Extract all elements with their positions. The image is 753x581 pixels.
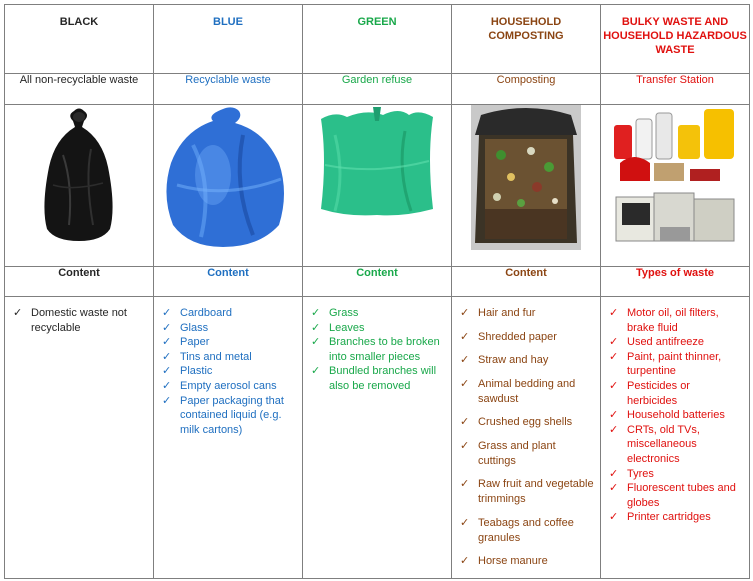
subtitle-black: All non-recyclable waste <box>5 74 154 105</box>
list-item <box>460 306 594 321</box>
list-item <box>162 364 296 379</box>
list-item <box>460 439 594 469</box>
header-composting <box>452 5 601 74</box>
green-item-list <box>303 297 451 394</box>
list-item <box>311 364 445 393</box>
list-item-text: Horse manure <box>478 555 548 567</box>
list-item-text: Tyres <box>627 467 654 480</box>
checkmark-icon: ✓ <box>162 336 172 349</box>
list-item-text: Grass and plant cuttings <box>478 439 556 467</box>
checkmark-icon: ✓ <box>460 555 470 567</box>
list-item-text: Pesticides or herbicides <box>627 379 690 407</box>
list-item-text: Animal bedding and sawdust <box>478 377 576 405</box>
image-row <box>5 105 750 267</box>
list-item-text: Branches to be broken into smaller pieces <box>329 336 440 363</box>
list-item-text: CRTs, old TVs, miscellaneous electronics <box>627 423 700 465</box>
checkmark-icon: ✓ <box>609 379 619 392</box>
black-item-list <box>5 297 153 335</box>
list-item <box>460 516 594 546</box>
checkmark-icon: ✓ <box>311 321 321 334</box>
items-black <box>5 297 154 579</box>
list-item <box>460 330 594 345</box>
checkmark-icon: ✓ <box>609 467 619 480</box>
list-item-text: Plastic <box>180 365 213 378</box>
list-item-text: Tins and metal <box>180 350 252 363</box>
checkmark-icon: ✓ <box>162 394 172 407</box>
bulky-item-list <box>601 297 749 525</box>
black-bag-icon <box>39 105 119 245</box>
list-item-text: Cardboard <box>180 307 232 319</box>
list-item <box>609 481 743 510</box>
list-item <box>162 394 296 438</box>
checkmark-icon: ✓ <box>311 307 321 319</box>
list-item <box>162 379 296 394</box>
checkmark-icon: ✓ <box>162 365 172 378</box>
list-item-text: Crushed egg shells <box>478 416 573 428</box>
checkmark-icon: ✓ <box>460 478 470 490</box>
image-green-cell <box>303 105 452 267</box>
list-item-text: Fluorescent tubes and globes <box>627 482 736 509</box>
list-item-text: Paint, paint thinner, turpentine <box>627 350 722 378</box>
hazardous-waste-icon <box>610 105 740 255</box>
checkmark-icon: ✓ <box>162 350 172 363</box>
list-item-text: Shredded paper <box>478 330 557 343</box>
list-item <box>460 353 594 368</box>
subtitle-row <box>5 74 750 105</box>
header-composting-text: HOUSEHOLD COMPOSTING <box>488 16 564 42</box>
blue-bag-icon <box>163 105 293 250</box>
checkmark-icon: ✓ <box>460 354 470 366</box>
checkmark-icon: ✓ <box>609 336 619 349</box>
subtitle-composting: Composting <box>452 74 601 105</box>
subtitle-green: Garden refuse <box>303 74 452 105</box>
checkmark-icon: ✓ <box>460 307 470 319</box>
checkmark-icon: ✓ <box>609 350 619 363</box>
items-row <box>5 297 750 579</box>
blue-item-list <box>154 297 302 437</box>
checkmark-icon: ✓ <box>13 307 23 319</box>
checkmark-icon: ✓ <box>609 423 619 436</box>
content-title-blue: Content <box>154 267 303 297</box>
checkmark-icon: ✓ <box>162 307 172 319</box>
checkmark-icon: ✓ <box>460 377 470 390</box>
checkmark-icon: ✓ <box>609 482 619 495</box>
list-item <box>311 335 445 364</box>
list-item-text: Printer cartridges <box>627 511 711 524</box>
list-item-text: Raw fruit and vegetable trimmings <box>478 478 594 505</box>
checkmark-icon: ✓ <box>311 336 321 349</box>
header-bulky <box>601 5 750 74</box>
list-item <box>162 335 296 350</box>
list-item-text: Motor oil, oil filters, brake fluid <box>627 307 719 334</box>
checkmark-icon: ✓ <box>609 409 619 422</box>
list-item-text: Paper <box>180 336 210 349</box>
content-title-bulky: Types of waste <box>601 267 750 297</box>
list-item <box>162 306 296 321</box>
list-item <box>162 321 296 336</box>
items-bulky <box>601 297 750 579</box>
checkmark-icon: ✓ <box>460 330 470 343</box>
items-green <box>303 297 452 579</box>
compost-bin-icon <box>471 105 581 250</box>
list-item <box>609 408 743 423</box>
subtitle-bulky: Transfer Station <box>601 74 750 105</box>
checkmark-icon: ✓ <box>609 307 619 319</box>
checkmark-icon: ✓ <box>460 416 470 428</box>
checkmark-icon: ✓ <box>162 379 172 392</box>
list-item <box>13 306 147 335</box>
image-blue-cell <box>154 105 303 267</box>
list-item <box>609 510 743 525</box>
list-item <box>609 379 743 408</box>
list-item-text: Hair and fur <box>478 307 536 319</box>
checkmark-icon: ✓ <box>311 365 321 378</box>
green-bag-icon <box>315 105 440 220</box>
list-item <box>609 423 743 467</box>
list-item <box>311 321 445 336</box>
image-composting-cell <box>452 105 601 267</box>
list-item <box>460 415 594 430</box>
image-black-cell <box>5 105 154 267</box>
subtitle-blue: Recyclable waste <box>154 74 303 105</box>
list-item-text: Glass <box>180 321 209 334</box>
list-item <box>609 335 743 350</box>
list-item <box>311 306 445 321</box>
list-item-text: Grass <box>329 307 359 319</box>
header-blue: BLUE <box>154 5 303 74</box>
list-item <box>460 554 594 569</box>
checkmark-icon: ✓ <box>460 516 470 529</box>
list-item-text: Teabags and coffee granules <box>478 516 574 544</box>
image-bulky-cell <box>601 105 750 267</box>
header-row <box>5 5 750 74</box>
list-item-text: Used antifreeze <box>627 336 705 349</box>
list-item <box>609 306 743 335</box>
header-green: GREEN <box>303 5 452 74</box>
list-item <box>609 350 743 379</box>
checkmark-icon: ✓ <box>609 511 619 524</box>
list-item <box>460 477 594 507</box>
list-item-text: Leaves <box>329 321 365 334</box>
items-composting <box>452 297 601 579</box>
content-title-green: Content <box>303 267 452 297</box>
items-blue <box>154 297 303 579</box>
checkmark-icon: ✓ <box>162 321 172 334</box>
list-item <box>609 467 743 482</box>
content-title-composting: Content <box>452 267 601 297</box>
list-item-text: Household batteries <box>627 409 725 422</box>
checkmark-icon: ✓ <box>460 439 470 452</box>
list-item-text: Straw and hay <box>478 354 549 366</box>
header-bulky-text: BULKY WASTE AND HOUSEHOLD HAZARDOUS WASTE <box>603 16 747 56</box>
list-item-text: Empty aerosol cans <box>180 379 277 392</box>
list-item <box>460 377 594 407</box>
content-title-row <box>5 267 750 297</box>
header-black: BLACK <box>5 5 154 74</box>
list-item-text: Paper packaging that contained liquid (e.g. milk cartons) <box>180 394 284 436</box>
list-item-text: Domestic waste not recyclable <box>31 307 127 334</box>
waste-sorting-table <box>4 4 750 579</box>
composting-item-list <box>452 297 600 569</box>
list-item-text: Bundled branches will also be removed <box>329 365 437 392</box>
content-title-black: Content <box>5 267 154 297</box>
list-item <box>162 350 296 365</box>
